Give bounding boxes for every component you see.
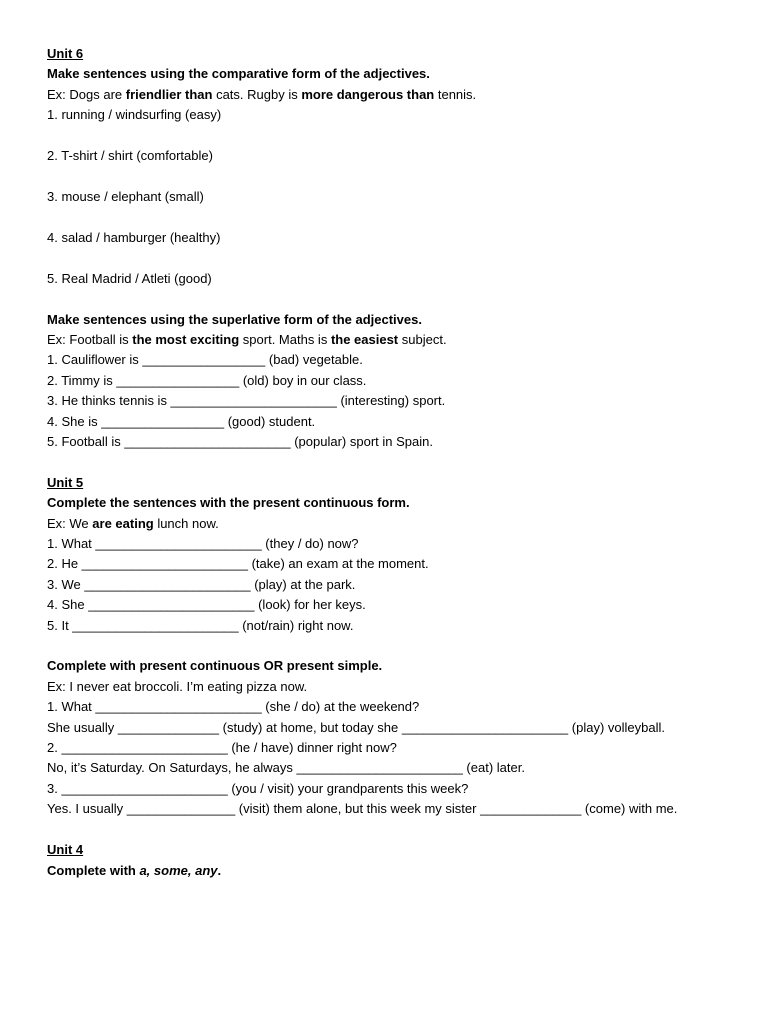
comparative-item: 2. T-shirt / shirt (comfortable) [47, 148, 213, 164]
continuous-or-simple-item: 3. _______________________ (you / visit) your grandparents this week? [47, 780, 469, 796]
worksheet-page [47, 44, 747, 881]
superlative-item: 3. He thinks tennis is _______________________ (interesting) sport. [47, 393, 446, 409]
continuous-or-simple-item: No, it’s Saturday. On Saturdays, he always _______________________ (eat) later. [47, 760, 525, 776]
instruction-italic: a, some, any [139, 862, 218, 878]
superlative-item: 5. Football is _______________________ (popular) sport in Spain. [47, 433, 433, 449]
superlative-item: 2. Timmy is _________________ (old) boy in our class. [47, 372, 367, 388]
example-text: tennis. [434, 86, 477, 102]
superlative-example [47, 330, 747, 350]
example-text: Ex: Football is [47, 332, 133, 348]
present-continuous-item: 2. He _______________________ (take) an exam at the moment. [47, 556, 429, 572]
example-text: subject. [398, 332, 447, 348]
comparative-item: 1. running / windsurfing (easy) [47, 107, 222, 123]
continuous-or-simple-item: 2. _______________________ (he / have) dinner right now? [47, 740, 397, 756]
unit-4-instruction [47, 861, 747, 881]
instruction-text: Complete with [47, 862, 140, 878]
present-continuous-item: 1. What _______________________ (they / do) now? [47, 536, 359, 552]
unit-6-title: Unit 6 [47, 46, 84, 61]
continuous-or-simple-item: 1. What _______________________ (she / do) at the weekend? [47, 699, 420, 715]
continuous-or-simple-example: Ex: I never eat broccoli. I’m eating pizza now. [47, 678, 308, 694]
superlative-instruction: Make sentences using the superlative form of the adjectives. [47, 311, 422, 327]
present-continuous-instruction: Complete the sentences with the present continuous form. [47, 495, 410, 511]
example-bold: the most exciting [132, 332, 240, 348]
comparative-item: 5. Real Madrid / Atleti (good) [47, 270, 212, 286]
present-continuous-item: 5. It _______________________ (not/rain) right now. [47, 617, 354, 633]
superlative-item: 4. She is _________________ (good) student. [47, 413, 316, 429]
comparative-item: 3. mouse / elephant (small) [47, 188, 204, 204]
example-text: lunch now. [153, 515, 219, 531]
instruction-text: . [217, 862, 222, 878]
unit-4-title: Unit 4 [47, 842, 84, 858]
example-text: cats. Rugby is [212, 86, 302, 102]
example-text: Ex: Dogs are [47, 86, 126, 102]
comparative-example [47, 85, 747, 105]
comparative-item: 4. salad / hamburger (healthy) [47, 229, 221, 245]
continuous-or-simple-instruction: Complete with present continuous OR present simple. [47, 658, 383, 674]
example-bold: more dangerous than [301, 86, 435, 102]
example-text: sport. Maths is [239, 332, 331, 348]
present-continuous-example [47, 514, 747, 534]
continuous-or-simple-item: Yes. I usually _______________ (visit) them alone, but this week my sister ______________ (come) with me. [47, 801, 678, 817]
example-bold: friendlier than [125, 86, 213, 102]
present-continuous-item: 4. She _______________________ (look) for her keys. [47, 597, 366, 613]
comparative-instruction: Make sentences using the comparative form of the adjectives. [47, 66, 430, 82]
present-continuous-item: 3. We _______________________ (play) at the park. [47, 576, 356, 592]
superlative-item: 1. Cauliflower is _________________ (bad) vegetable. [47, 352, 363, 368]
example-text: Ex: We [47, 515, 93, 531]
unit-5-title: Unit 5 [47, 474, 84, 490]
continuous-or-simple-item: She usually ______________ (study) at home, but today she _______________________ (play) volleyball. [47, 719, 665, 735]
example-bold: are eating [92, 515, 154, 531]
example-bold: the easiest [330, 332, 399, 348]
